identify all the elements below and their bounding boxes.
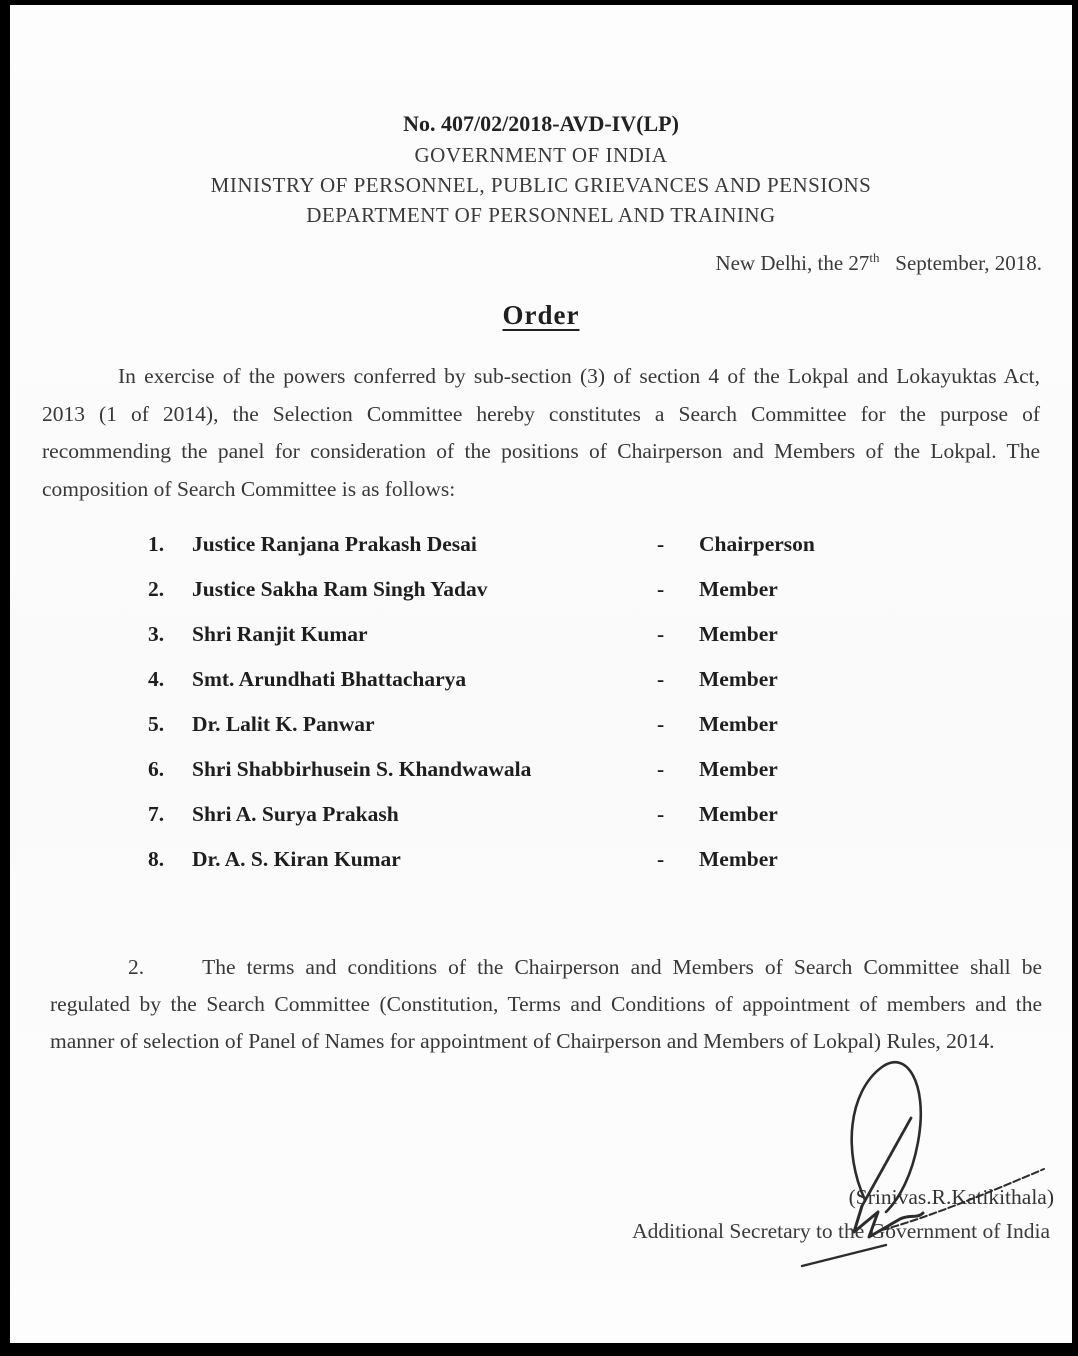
order-title: Order (502, 300, 580, 330)
member-role: Member (699, 757, 778, 781)
dateline-suffix: September, 2018. (879, 251, 1042, 275)
row-number: 3. (148, 622, 165, 646)
member-role: Member (699, 712, 778, 736)
signatory-designation: Additional Secretary to the Government of India (632, 1219, 1050, 1243)
member-name: Justice Sakha Ram Singh Yadav (192, 577, 488, 601)
separator-dash: - (657, 847, 665, 871)
document-page (10, 5, 1072, 1343)
paragraph-2 (50, 949, 1042, 1060)
committee-list (10, 532, 1072, 892)
dateline (10, 250, 1072, 276)
member-name: Dr. Lalit K. Panwar (192, 712, 375, 736)
committee-row (10, 712, 1072, 757)
row-number: 7. (148, 802, 165, 826)
committee-row (10, 667, 1072, 712)
separator-dash: - (657, 532, 665, 556)
row-number: 4. (148, 667, 165, 691)
paragraph-1: In exercise of the powers conferred by sub-section (3) of section 4 of the Lokpal and Lokayuktas Act, 2013 (1 of 2014), the Selection Committee hereby constitutes a Search Committee for the purpose of recommending the panel for consideration of the positions of Chairperson and Members of the Lokpal. The composition of Search Committee is as follows: (42, 364, 1040, 501)
separator-dash: - (657, 622, 665, 646)
member-name: Smt. Arundhati Bhattacharya (192, 667, 467, 691)
member-name: Dr. A. S. Kiran Kumar (192, 847, 401, 871)
committee-row (10, 847, 1072, 892)
member-role: Member (699, 667, 778, 691)
member-role: Chairperson (699, 532, 815, 556)
separator-dash: - (657, 757, 665, 781)
org-line-ministry: MINISTRY OF PERSONNEL, PUBLIC GRIEVANCES AND PENSIONS (210, 173, 872, 197)
signature-block (10, 1180, 1072, 1248)
committee-row (10, 802, 1072, 847)
member-name: Shri Shabbirhusein S. Khandwawala (192, 757, 532, 781)
separator-dash: - (657, 802, 665, 826)
org-line-government: GOVERNMENT OF INDIA (414, 143, 668, 167)
member-name: Justice Ranjana Prakash Desai (192, 532, 477, 556)
row-number: 5. (148, 712, 165, 736)
dateline-ordinal: th (869, 250, 880, 265)
committee-row (10, 757, 1072, 802)
dateline-prefix: New Delhi, the 27 (715, 251, 870, 275)
paragraph-2-text: The terms and conditions of the Chairperson and Members of Search Committee shall be regulated by the Search Committee (Constitution, Terms and Conditions of appointment of members and the manner of selection of Panel of Names for appointment of Chairperson and Members of Lokpal) Rules, 2014. (50, 955, 1042, 1053)
separator-dash: - (657, 577, 665, 601)
separator-dash: - (657, 712, 665, 736)
member-role: Member (699, 847, 778, 871)
member-role: Member (699, 802, 778, 826)
row-number: 1. (148, 532, 165, 556)
member-name: Shri A. Surya Prakash (192, 802, 399, 826)
order-title-wrap (10, 300, 1072, 331)
member-role: Member (699, 577, 778, 601)
member-role: Member (699, 622, 778, 646)
separator-dash: - (657, 667, 665, 691)
row-number: 8. (148, 847, 165, 871)
letterhead (10, 5, 1072, 230)
signatory-name: (Srinivas.R.Katikithala) (848, 1185, 1054, 1209)
reference-number: No. 407/02/2018-AVD-IV(LP) (403, 111, 679, 136)
org-line-department: DEPARTMENT OF PERSONNEL AND TRAINING (306, 203, 776, 227)
committee-row (10, 532, 1072, 577)
row-number: 2. (148, 577, 165, 601)
member-name: Shri Ranjit Kumar (192, 622, 368, 646)
committee-row (10, 622, 1072, 667)
row-number: 6. (148, 757, 165, 781)
committee-row (10, 577, 1072, 622)
paragraph-2-number: 2. (128, 955, 145, 979)
